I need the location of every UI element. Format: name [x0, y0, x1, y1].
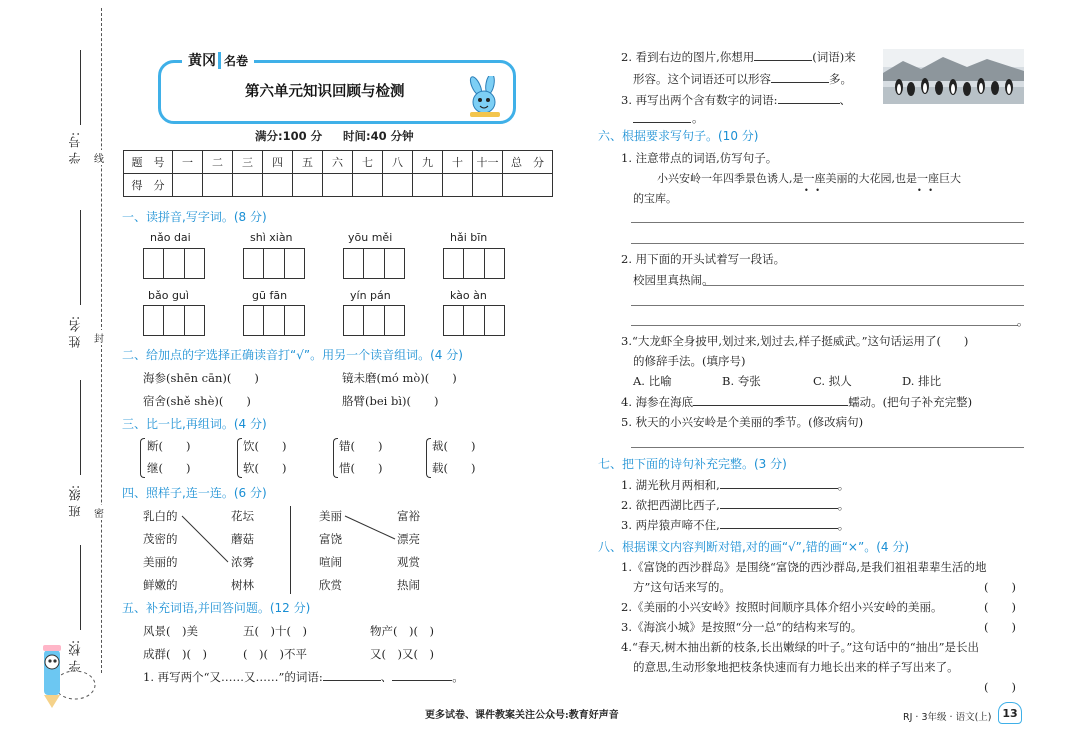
answer-blank[interactable]: [392, 669, 452, 681]
page-title: 第六单元知识回顾与检测: [245, 84, 405, 100]
page-number: 13: [1002, 706, 1018, 720]
match-word: 热闹: [397, 578, 420, 592]
name-label: 姓 名:: [68, 316, 82, 348]
compare-word: 载( ): [432, 461, 476, 475]
pinyin-label: yōu měi: [348, 231, 393, 244]
pronunciation-item: 镜未磨(mó mò)( ): [342, 371, 457, 385]
question-5-1: 1. 再写两个“又……又……”的词语: 、 。: [143, 670, 464, 684]
answer-blank[interactable]: [633, 122, 691, 123]
pronunciation-item: 胳臂(bei bì)( ): [342, 394, 439, 408]
student-number-label: 学 号:: [68, 132, 82, 164]
match-word: 美丽的: [143, 555, 178, 569]
answer-blank[interactable]: [771, 71, 829, 83]
match-word: 茂密的: [143, 532, 178, 546]
class-label: 班 级:: [68, 485, 82, 517]
poem-text: 3. 两岸猿声啼不住,: [621, 518, 720, 532]
question-text: 2. 看到右边的图片,你想用: [621, 50, 755, 64]
table-cell: 六: [323, 151, 353, 174]
option-d: D. 排比: [902, 374, 942, 388]
match-word: 鲜嫩的: [143, 578, 178, 592]
compare-word: 断( ): [147, 439, 191, 453]
answer-line[interactable]: [631, 305, 1024, 306]
section-8-title: 八、根据课文内容判断对错,对的画“√”,错的画“×”。(4 分): [598, 540, 910, 554]
fill-word: ( )( )不平: [243, 647, 307, 661]
answer-paren[interactable]: ( ): [984, 620, 1016, 634]
period-mark: 。: [1017, 314, 1029, 328]
option-b: B. 夸张: [722, 374, 761, 388]
paragraph-start: 校园里真热闹。: [633, 273, 714, 287]
question-text: 4. 海参在海底: [621, 395, 694, 409]
match-word: 树林: [231, 578, 254, 592]
section-6-title: 六、根据要求写句子。(10 分): [598, 129, 759, 143]
answer-line[interactable]: [631, 325, 1018, 326]
example-sentence: 的宝库。: [633, 192, 677, 205]
question-5-2-line2: [633, 71, 852, 87]
seal-char-feng: 封: [94, 330, 104, 345]
pinyin-label: kào àn: [450, 289, 487, 302]
pinyin-label: nǎo dai: [150, 231, 191, 244]
question-text: 多。: [829, 72, 852, 86]
table-cell: 四: [263, 151, 293, 174]
footer-note: 更多试卷、课件教案关注公众号:教育好声音: [425, 710, 619, 721]
footer-grade: RJ · 3年级 · 语文(上): [903, 712, 992, 723]
period-mark: 。: [692, 111, 704, 125]
answer-paren[interactable]: ( ): [984, 600, 1016, 614]
answer-blank[interactable]: [754, 49, 812, 61]
answer-blank[interactable]: [323, 669, 381, 681]
pronunciation-item: 海参(shēn cān)( ): [143, 371, 259, 385]
seal-char-xian: 线: [94, 150, 104, 165]
question-6-5: 5. 秋天的小兴安岭是个美丽的季节。(修改病句): [621, 415, 864, 429]
seal-char-mi: 密: [94, 505, 104, 520]
question-5-3: 3. 再写出两个含有数字的词语: 、: [621, 93, 852, 107]
answer-blank[interactable]: [720, 517, 838, 529]
fill-word: 又( )又( ): [370, 647, 434, 661]
table-cell: 七: [353, 151, 383, 174]
compare-word: 软( ): [243, 461, 287, 475]
poem-text: 2. 欲把西湖比西子,: [621, 498, 720, 512]
section-4-title: 四、照样子,连一连。(6 分): [122, 486, 267, 500]
answer-blank[interactable]: [720, 477, 838, 489]
page-number-badge: [998, 702, 1022, 724]
answer-blank[interactable]: [693, 394, 848, 406]
compare-word: 惜( ): [339, 461, 383, 475]
pronunciation-item: 宿舍(shě shè)( ): [143, 394, 251, 408]
brand-text-1: 黄冈: [188, 53, 216, 69]
question-6-3-cont: 的修辞手法。(填序号): [633, 354, 746, 368]
emphasis-dots: • •: [917, 186, 935, 195]
table-cell: 五: [293, 151, 323, 174]
answer-line[interactable]: [631, 222, 1024, 223]
poem-text: 1. 湖光秋月两相和,: [621, 478, 720, 492]
question-text: 1. 再写两个“又……又……”的词语:: [143, 670, 323, 684]
question-text: 蠕动。(把句子补充完整): [848, 395, 973, 409]
question-6-2: 2. 用下面的开头试着写一段话。: [621, 252, 786, 266]
question-text: (词语)来: [812, 50, 856, 64]
match-word: 美丽: [319, 509, 342, 523]
question-6-4: [621, 394, 972, 410]
match-word: 欣赏: [319, 578, 342, 592]
school-label: 学 校:: [68, 640, 82, 672]
table-cell: 十: [443, 151, 473, 174]
match-word: 乳白的: [143, 509, 178, 523]
table-cell: 八: [383, 151, 413, 174]
judge-item-4-cont: 的意思,生动形象地把枝条快速而有力地长出来的样子写出来了。: [633, 660, 959, 674]
poem-line-3: 3. 两岸猿声啼不住, 。: [621, 518, 850, 532]
compare-word: 错( ): [339, 439, 383, 453]
question-6-3: 3.“大龙虾全身披甲,划过来,划过去,样子挺威武。”这句话运用了( ): [621, 334, 969, 348]
match-word: 漂亮: [397, 532, 420, 546]
answer-blank[interactable]: [778, 92, 840, 104]
table-cell: 二: [203, 151, 233, 174]
judge-item-2: 2.《美丽的小兴安岭》按照时间顺序具体介绍小兴安岭的美丽。: [621, 600, 943, 614]
question-6-1: 1. 注意带点的词语,仿写句子。: [621, 151, 778, 165]
pinyin-label: shì xiàn: [250, 231, 293, 244]
answer-paren[interactable]: ( ): [984, 580, 1016, 594]
match-word: 富饶: [319, 532, 342, 546]
connector-line: [182, 516, 228, 562]
connector-line: [345, 516, 395, 539]
answer-paren[interactable]: ( ): [984, 680, 1016, 694]
judge-item-1: 1.《富饶的西沙群岛》是围绕“富饶的西沙群岛,是我们祖祖辈辈生活的地: [621, 560, 987, 574]
match-word: 浓雾: [231, 555, 254, 569]
answer-line[interactable]: [631, 243, 1024, 244]
fill-word: 五( )十( ): [243, 624, 307, 638]
table-cell: 一: [173, 151, 203, 174]
poem-line-1: 1. 湖光秋月两相和, 。: [621, 478, 850, 492]
option-c: C. 拟人: [813, 374, 852, 388]
table-cell: 得 分: [124, 174, 173, 197]
answer-line[interactable]: [703, 285, 1024, 286]
section-5-title: 五、补充词语,并回答问题。(12 分): [122, 601, 311, 615]
match-word: 观赏: [397, 555, 420, 569]
judge-item-3: 3.《海滨小城》是按照“分一总”的结构来写的。: [621, 620, 863, 634]
fill-word: 风景( )美: [143, 624, 198, 638]
answer-blank[interactable]: [720, 497, 838, 509]
section-3-title: 三、比一比,再组词。(4 分): [122, 417, 267, 431]
option-a: A. 比喻: [633, 374, 672, 388]
full-score: 满分:100 分: [255, 129, 323, 143]
pinyin-label: gū fān: [252, 289, 288, 302]
compare-word: 饮( ): [243, 439, 287, 453]
table-cell: 三: [233, 151, 263, 174]
judge-item-4: 4.“春天,树木抽出新的枝条,长出嫩绿的叶子。”这句话中的“抽出”是长出: [621, 640, 980, 654]
exam-time: 时间:40 分钟: [343, 129, 414, 143]
compare-word: 继( ): [147, 461, 191, 475]
fill-word: 物产( )( ): [370, 624, 434, 638]
question-5-2-line1: [621, 49, 856, 65]
section-1-title: 一、读拼音,写字词。(8 分): [122, 210, 267, 224]
brand-text-2: 名卷: [218, 52, 248, 69]
pinyin-label: yín pán: [350, 289, 391, 302]
question-text: 3. 再写出两个含有数字的词语:: [621, 93, 778, 107]
section-7-title: 七、把下面的诗句补充完整。(3 分): [598, 457, 787, 471]
table-cell: 总 分: [503, 151, 553, 174]
emphasis-dots: • •: [804, 186, 822, 195]
table-cell: 九: [413, 151, 443, 174]
table-cell: 题 号: [124, 151, 173, 174]
match-word: 蘑菇: [231, 532, 254, 546]
answer-line[interactable]: [631, 447, 1024, 448]
penguins-photo: [883, 49, 1024, 104]
match-word: 喧闹: [319, 555, 342, 569]
fill-word: 成群( )( ): [143, 647, 207, 661]
match-word: 花坛: [231, 509, 254, 523]
compare-word: 裁( ): [432, 439, 476, 453]
match-word: 富裕: [397, 509, 420, 523]
pinyin-label: bǎo guì: [148, 289, 189, 302]
poem-line-2: 2. 欲把西湖比西子, 。: [621, 498, 850, 512]
pinyin-label: hǎi bīn: [450, 231, 488, 244]
section-2-title: 二、给加点的字选择正确读音打“√”。用另一个读音组词。(4 分): [122, 348, 463, 362]
table-cell: 十一: [473, 151, 503, 174]
judge-item-1-cont: 方”这句话来写的。: [633, 580, 731, 594]
example-sentence: 小兴安岭一年四季景色诱人,是一座美丽的大花园,也是一座巨大: [657, 172, 961, 185]
question-text: 形容。这个词语还可以形容: [633, 72, 771, 86]
